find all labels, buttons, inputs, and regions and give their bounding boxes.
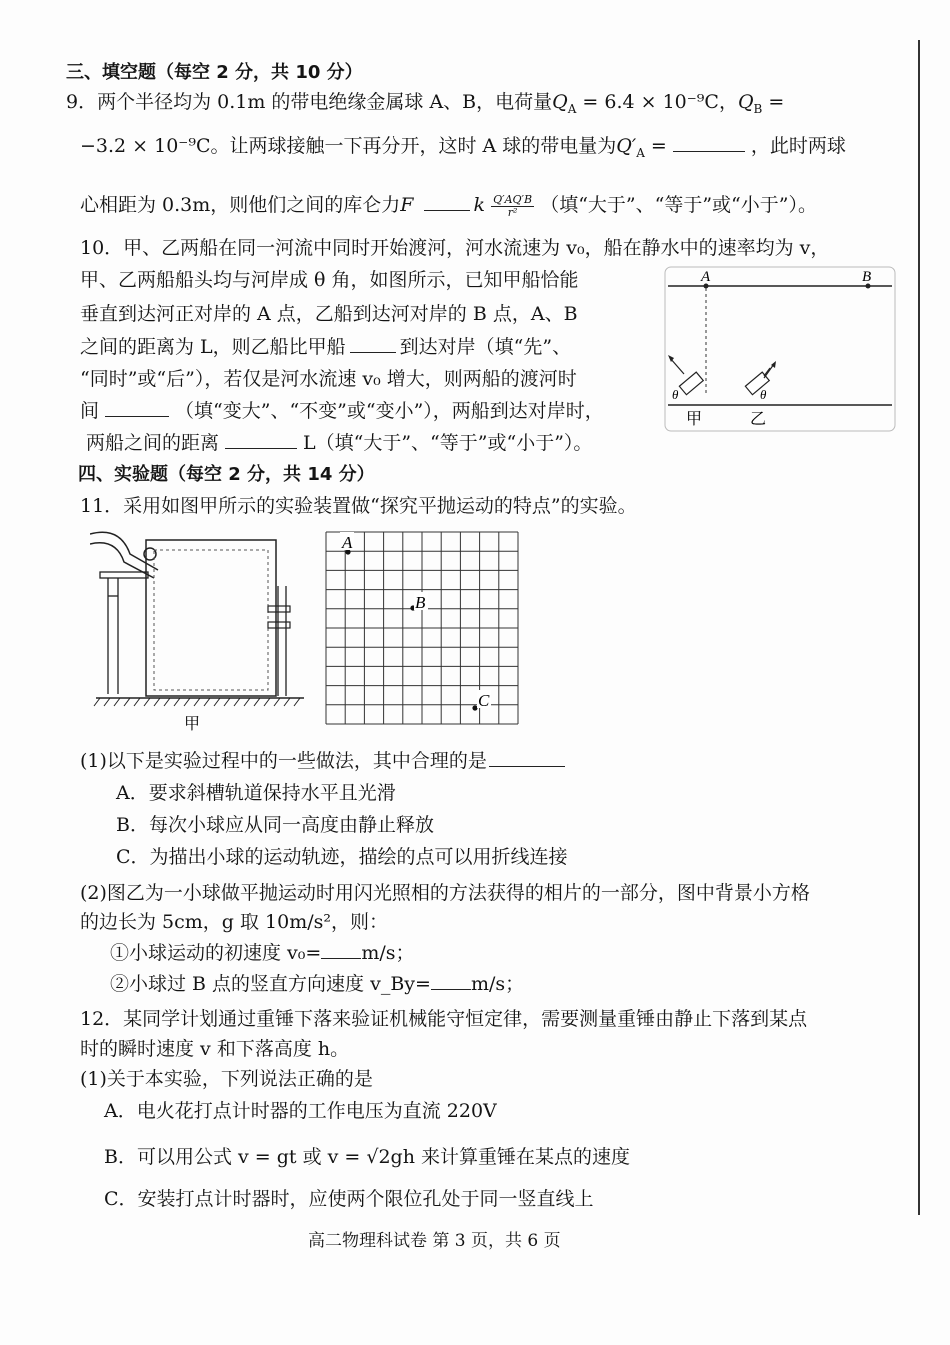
q9-line2-text-b: =	[644, 135, 667, 157]
q12-optB: B．可以用公式 v = gt 或 v = √2gh 来计算重锤在某点的速度	[104, 1146, 630, 1168]
q10-line6-text-b: （填“变大”、“不变”或“变小”），两船到达对岸时，	[175, 400, 604, 422]
q9-qa-symbol: Q	[552, 91, 568, 113]
theta-label-yi: θ	[760, 387, 767, 402]
q9-qpa-symbol: Q′	[616, 135, 637, 157]
q9-qa-sub: A	[567, 101, 577, 116]
q9-qpa-sub: A	[636, 145, 645, 160]
grid-label-C: C	[478, 691, 490, 710]
q10-blank-distance[interactable]	[225, 430, 297, 449]
point-B-label: B	[862, 269, 872, 285]
q10-line2: 甲、乙两船船头均与河岸成 θ 角，如图所示，已知甲船恰能	[80, 269, 579, 291]
q11-part1	[80, 748, 565, 774]
q10-line5: “同时”或“后”），若仅是河水流速 v₀ 增大，则两船的渡河时	[80, 368, 577, 390]
q9-blank-compare[interactable]	[424, 192, 470, 211]
section4-title: 四、实验题（每空 2 分，共 14 分）	[78, 464, 375, 485]
q11-line1: 11．采用如图甲所示的实验装置做“探究平抛运动的特点”的实验。	[80, 495, 637, 517]
grid-label-A: A	[342, 533, 353, 552]
page-footer: 高二物理科试卷 第 3 页，共 6 页	[308, 1231, 561, 1251]
q9-line3-text-a: 心相距为 0.3m，则他们之间的库仑力	[80, 194, 401, 216]
board	[146, 540, 276, 696]
q11-optA: A．要求斜槽轨道保持水平且光滑	[116, 782, 396, 804]
q10-line7-text-a: 两船之间的距离	[86, 432, 220, 454]
q9-F-symbol: F	[400, 194, 414, 216]
q11-sub1-text: ①小球运动的初速度 v₀=	[110, 942, 322, 964]
q11-sub1	[110, 940, 414, 966]
q9-line3-text-b: （填“大于”、“等于”或“小于”）。	[540, 194, 817, 216]
q11-blank-v0[interactable]	[321, 940, 361, 959]
q11-optB: B．每次小球应从同一高度由静止释放	[116, 814, 434, 836]
right-margin-rule	[918, 40, 920, 1215]
point-A-label: A	[701, 269, 711, 285]
q9-blank-charge[interactable]	[673, 133, 745, 152]
apparatus-figure	[90, 526, 310, 736]
q9-line2-text-c: ，此时两球	[750, 135, 846, 157]
q9-line1	[66, 89, 784, 122]
q9-line3	[80, 192, 817, 219]
q11-sub1-unit: m/s；	[361, 942, 415, 964]
q9-qa-value: = 6.4 × 10⁻⁹C，	[576, 91, 738, 113]
boat-label-jia: 甲	[686, 411, 703, 428]
q11-optC: C．为描出小球的运动轨迹，描绘的点可以用折线连接	[116, 846, 568, 868]
q9-fraction	[491, 194, 534, 219]
q10-blank-order[interactable]	[350, 334, 396, 353]
q9-qb-sub: B	[753, 101, 763, 116]
q10-line4-text-b: 到达对岸（填“先”、	[399, 336, 572, 358]
grid-figure	[320, 528, 526, 738]
q9-line2-text-a: −3.2 × 10⁻⁹C。让两球接触一下再分开，这时 A 球的带电量为	[80, 135, 617, 157]
q9-line2	[80, 133, 846, 166]
q10-line4-text-a: 之间的距离为 L，则乙船比甲船	[80, 336, 346, 358]
q11-part1-text: (1)以下是实验过程中的一些做法，其中合理的是	[80, 750, 487, 772]
q11-part2-line1: (2)图乙为一小球做平抛运动时用闪光照相的方法获得的相片的一部分，图中背景小方格	[80, 882, 810, 904]
q9-qb-symbol: Q	[737, 91, 754, 113]
section3-title: 三、填空题（每空 2 分，共 10 分）	[66, 62, 363, 83]
q10-line6	[80, 398, 604, 424]
river-figure	[664, 266, 896, 432]
q10-line1: 10．甲、乙两船在同一河流中同时开始渡河，河水流速为 v₀，船在静水中的速率均为 v，	[80, 237, 830, 259]
q11-blank-vBy[interactable]	[431, 971, 471, 990]
apparatus-label-jia: 甲	[184, 716, 201, 733]
q10-line7	[86, 430, 592, 456]
q12-optA: A．电火花打点计时器的工作电压为直流 220V	[104, 1100, 497, 1122]
q9-qb-eq: =	[762, 91, 785, 113]
river-figure-frame	[665, 267, 895, 431]
point-C-dot	[472, 705, 477, 710]
q11-sub2-text: ②小球过 B 点的竖直方向速度 v_By=	[110, 973, 431, 995]
q11-part2-line2: 的边长为 5cm，g 取 10m/s²，则：	[80, 911, 388, 933]
grid-label-B: B	[415, 593, 426, 612]
q11-sub2-unit: m/s；	[470, 973, 525, 995]
q9-k-symbol: k	[473, 194, 486, 216]
boat-label-yi: 乙	[750, 411, 767, 428]
q10-blank-time[interactable]	[105, 398, 169, 417]
q9-fraction-numerator: Q′AQ′B	[493, 192, 533, 206]
q9-fraction-denominator: r²	[507, 205, 518, 219]
theta-label-jia: θ	[672, 387, 679, 402]
q9-line1-text: 9．两个半径均为 0.1m 的带电绝缘金属球 A、B，电荷量	[66, 91, 553, 113]
q12-line2: 时的瞬时速度 v 和下落高度 h。	[80, 1038, 350, 1060]
q10-line6-text-a: 间	[80, 400, 100, 422]
q12-part1: (1)关于本实验，下列说法正确的是	[80, 1068, 373, 1090]
q10-line4	[80, 334, 571, 360]
q12-optC: C．安装打点计时器时，应使两个限位孔处于同一竖直线上	[104, 1188, 594, 1210]
q10-line7-text-b: L（填“大于”、“等于”或“小于”）。	[303, 432, 593, 454]
q11-blank-1[interactable]	[489, 748, 565, 767]
q11-sub2	[110, 971, 524, 997]
q12-line1: 12．某同学计划通过重锤下落来验证机械能守恒定律，需要测量重锤由静止下落到某点	[80, 1008, 808, 1030]
q10-line3: 垂直到达河正对岸的 A 点，乙船到达河对岸的 B 点，A、B	[80, 303, 578, 325]
